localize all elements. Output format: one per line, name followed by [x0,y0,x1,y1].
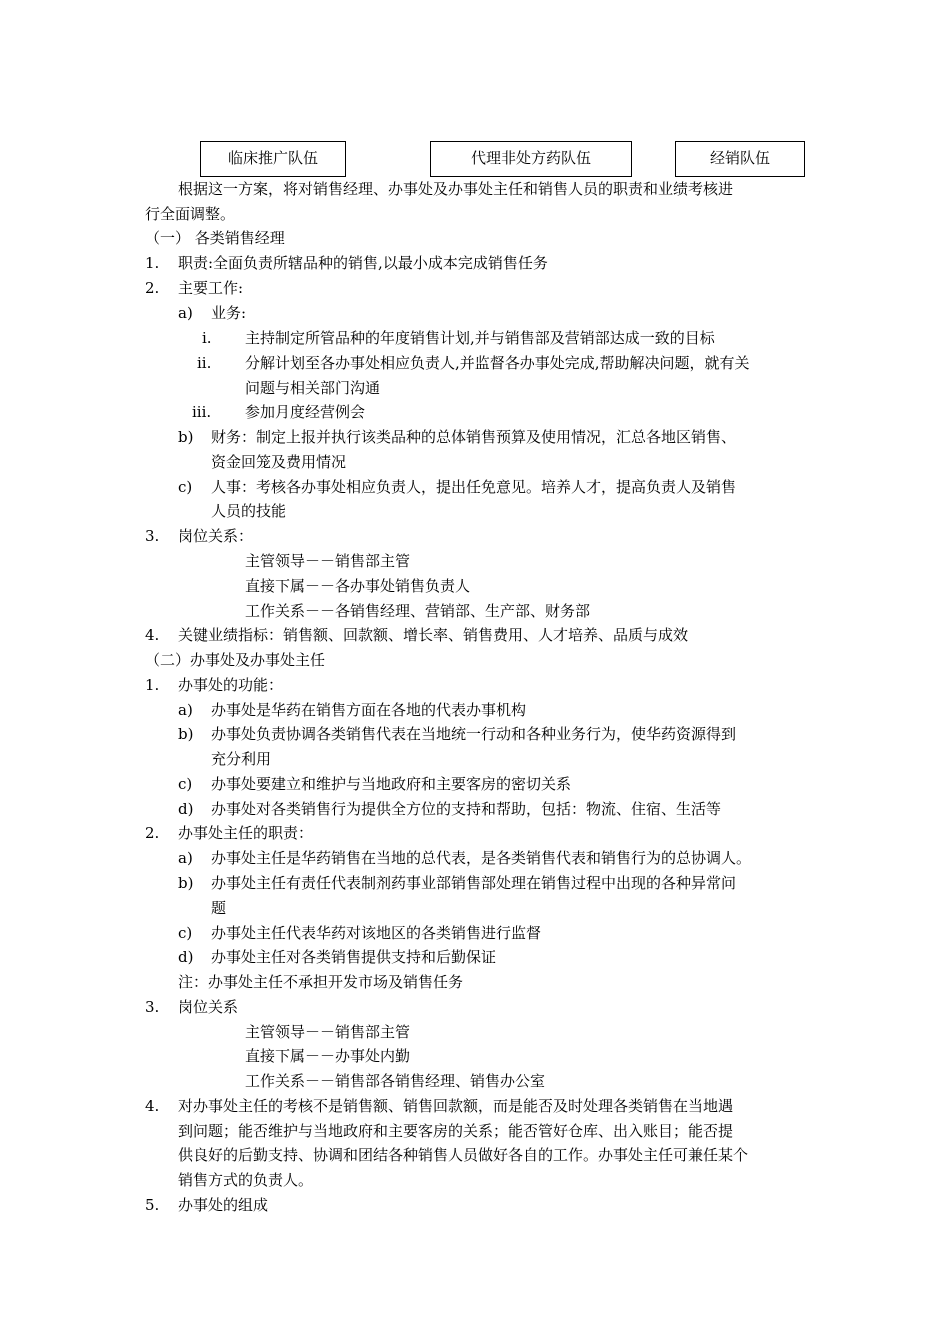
list-number: 4. [145,626,160,644]
section-heading-2: （二）办事处及办事处主任 [145,651,326,669]
list-item-continuation: 问题与相关部门沟通 [245,379,381,397]
team-box-otc-agency: 代理非处方药队伍 [430,141,632,177]
list-item: 职责:全面负责所辖品种的销售,以最小成本完成销售任务 [178,254,548,272]
list-item-continuation: 销售方式的负责人。 [178,1171,314,1189]
intro-line-1: 根据这一方案，将对销售经理、办事处及办事处主任和销售人员的职责和业绩考核进 [178,180,734,198]
list-letter: a) [178,304,193,322]
relation-line: 主管领导－－销售部主管 [245,552,411,570]
list-number: 3. [145,998,160,1016]
list-letter: a) [178,701,193,719]
list-item-continuation: 资金回笼及费用情况 [211,453,347,471]
list-item: 办事处主任有责任代表制剂药事业部销售部处理在销售过程中出现的各种异常问 [211,874,737,892]
list-item: 办事处的功能： [178,676,284,694]
list-letter: b) [178,725,194,743]
list-item-continuation: 供良好的后勤支持、协调和团结各种销售人员做好各自的工作。办事处主任可兼任某个 [178,1146,749,1164]
list-number: 5. [145,1196,160,1214]
list-letter: d) [178,800,194,818]
list-item: 关键业绩指标：销售额、回款额、增长率、销售费用、人才培养、品质与成效 [178,626,689,644]
list-item: 对办事处主任的考核不是销售额、销售回款额，而是能否及时处理各类销售在当地遇 [178,1097,734,1115]
list-item: 业务: [211,304,247,322]
list-roman: i. [202,329,212,347]
list-letter: c) [178,775,193,793]
list-roman: ii. [197,354,212,372]
intro-line-2: 行全面调整。 [145,205,236,223]
list-letter: c) [178,924,193,942]
list-item: 办事处负责协调各类销售代表在当地统一行动和各种业务行为，使华药资源得到 [211,725,737,743]
list-number: 1. [145,676,160,694]
list-item: 办事处主任是华药销售在当地的总代表，是各类销售代表和销售行为的总协调人。 [211,849,752,867]
list-item: 主要工作: [178,279,244,297]
list-number: 3. [145,527,160,545]
team-box-clinical: 临床推广队伍 [200,141,346,177]
list-number: 2. [145,824,160,842]
list-number: 4. [145,1097,160,1115]
list-item-continuation: 题 [211,899,227,917]
list-item: 办事处要建立和维护与当地政府和主要客房的密切关系 [211,775,572,793]
list-item: 财务：制定上报并执行该类品种的总体销售预算及使用情况，汇总各地区销售、 [211,428,737,446]
list-item: 分解计划至各办事处相应负责人,并监督各办事处完成,帮助解决问题，就有关 [245,354,750,372]
list-item: 岗位关系： [178,527,254,545]
list-item: 参加月度经营例会 [245,403,366,421]
list-letter: d) [178,948,194,966]
list-item: 人事：考核各办事处相应负责人，提出任免意见。培养人才，提高负责人及销售 [211,478,737,496]
list-number: 1. [145,254,160,272]
list-item-continuation: 到问题；能否维护与当地政府和主要客房的关系；能否管好仓库、出入账目；能否提 [178,1122,734,1140]
relation-line: 直接下属－－办事处内勤 [245,1047,411,1065]
list-letter: c) [178,478,193,496]
relation-line: 工作关系－－销售部各销售经理、销售办公室 [245,1072,546,1090]
relation-line: 直接下属－－各办事处销售负责人 [245,577,471,595]
list-item: 办事处的组成 [178,1196,269,1214]
section-heading-1: （一） 各类销售经理 [145,229,285,247]
list-item: 办事处是华药在销售方面在各地的代表办事机构 [211,701,527,719]
list-item: 办事处主任对各类销售提供支持和后勤保证 [211,948,497,966]
list-item: 办事处主任代表华药对该地区的各类销售进行监督 [211,924,542,942]
list-item: 办事处对各类销售行为提供全方位的支持和帮助，包括：物流、住宿、生活等 [211,800,722,818]
list-letter: b) [178,874,194,892]
note-line: 注：办事处主任不承担开发市场及销售任务 [178,973,464,991]
team-box-distribution: 经销队伍 [675,141,805,177]
relation-line: 主管领导－－销售部主管 [245,1023,411,1041]
list-item-continuation: 人员的技能 [211,502,287,520]
list-roman: iii. [192,403,212,421]
relation-line: 工作关系－－各销售经理、营销部、生产部、财务部 [245,602,591,620]
list-number: 2. [145,279,160,297]
list-item: 主持制定所管品种的年度销售计划,并与销售部及营销部达成一致的目标 [245,329,715,347]
list-item: 岗位关系 [178,998,239,1016]
list-letter: b) [178,428,194,446]
list-item-continuation: 充分利用 [211,750,272,768]
list-item: 办事处主任的职责： [178,824,314,842]
list-letter: a) [178,849,193,867]
